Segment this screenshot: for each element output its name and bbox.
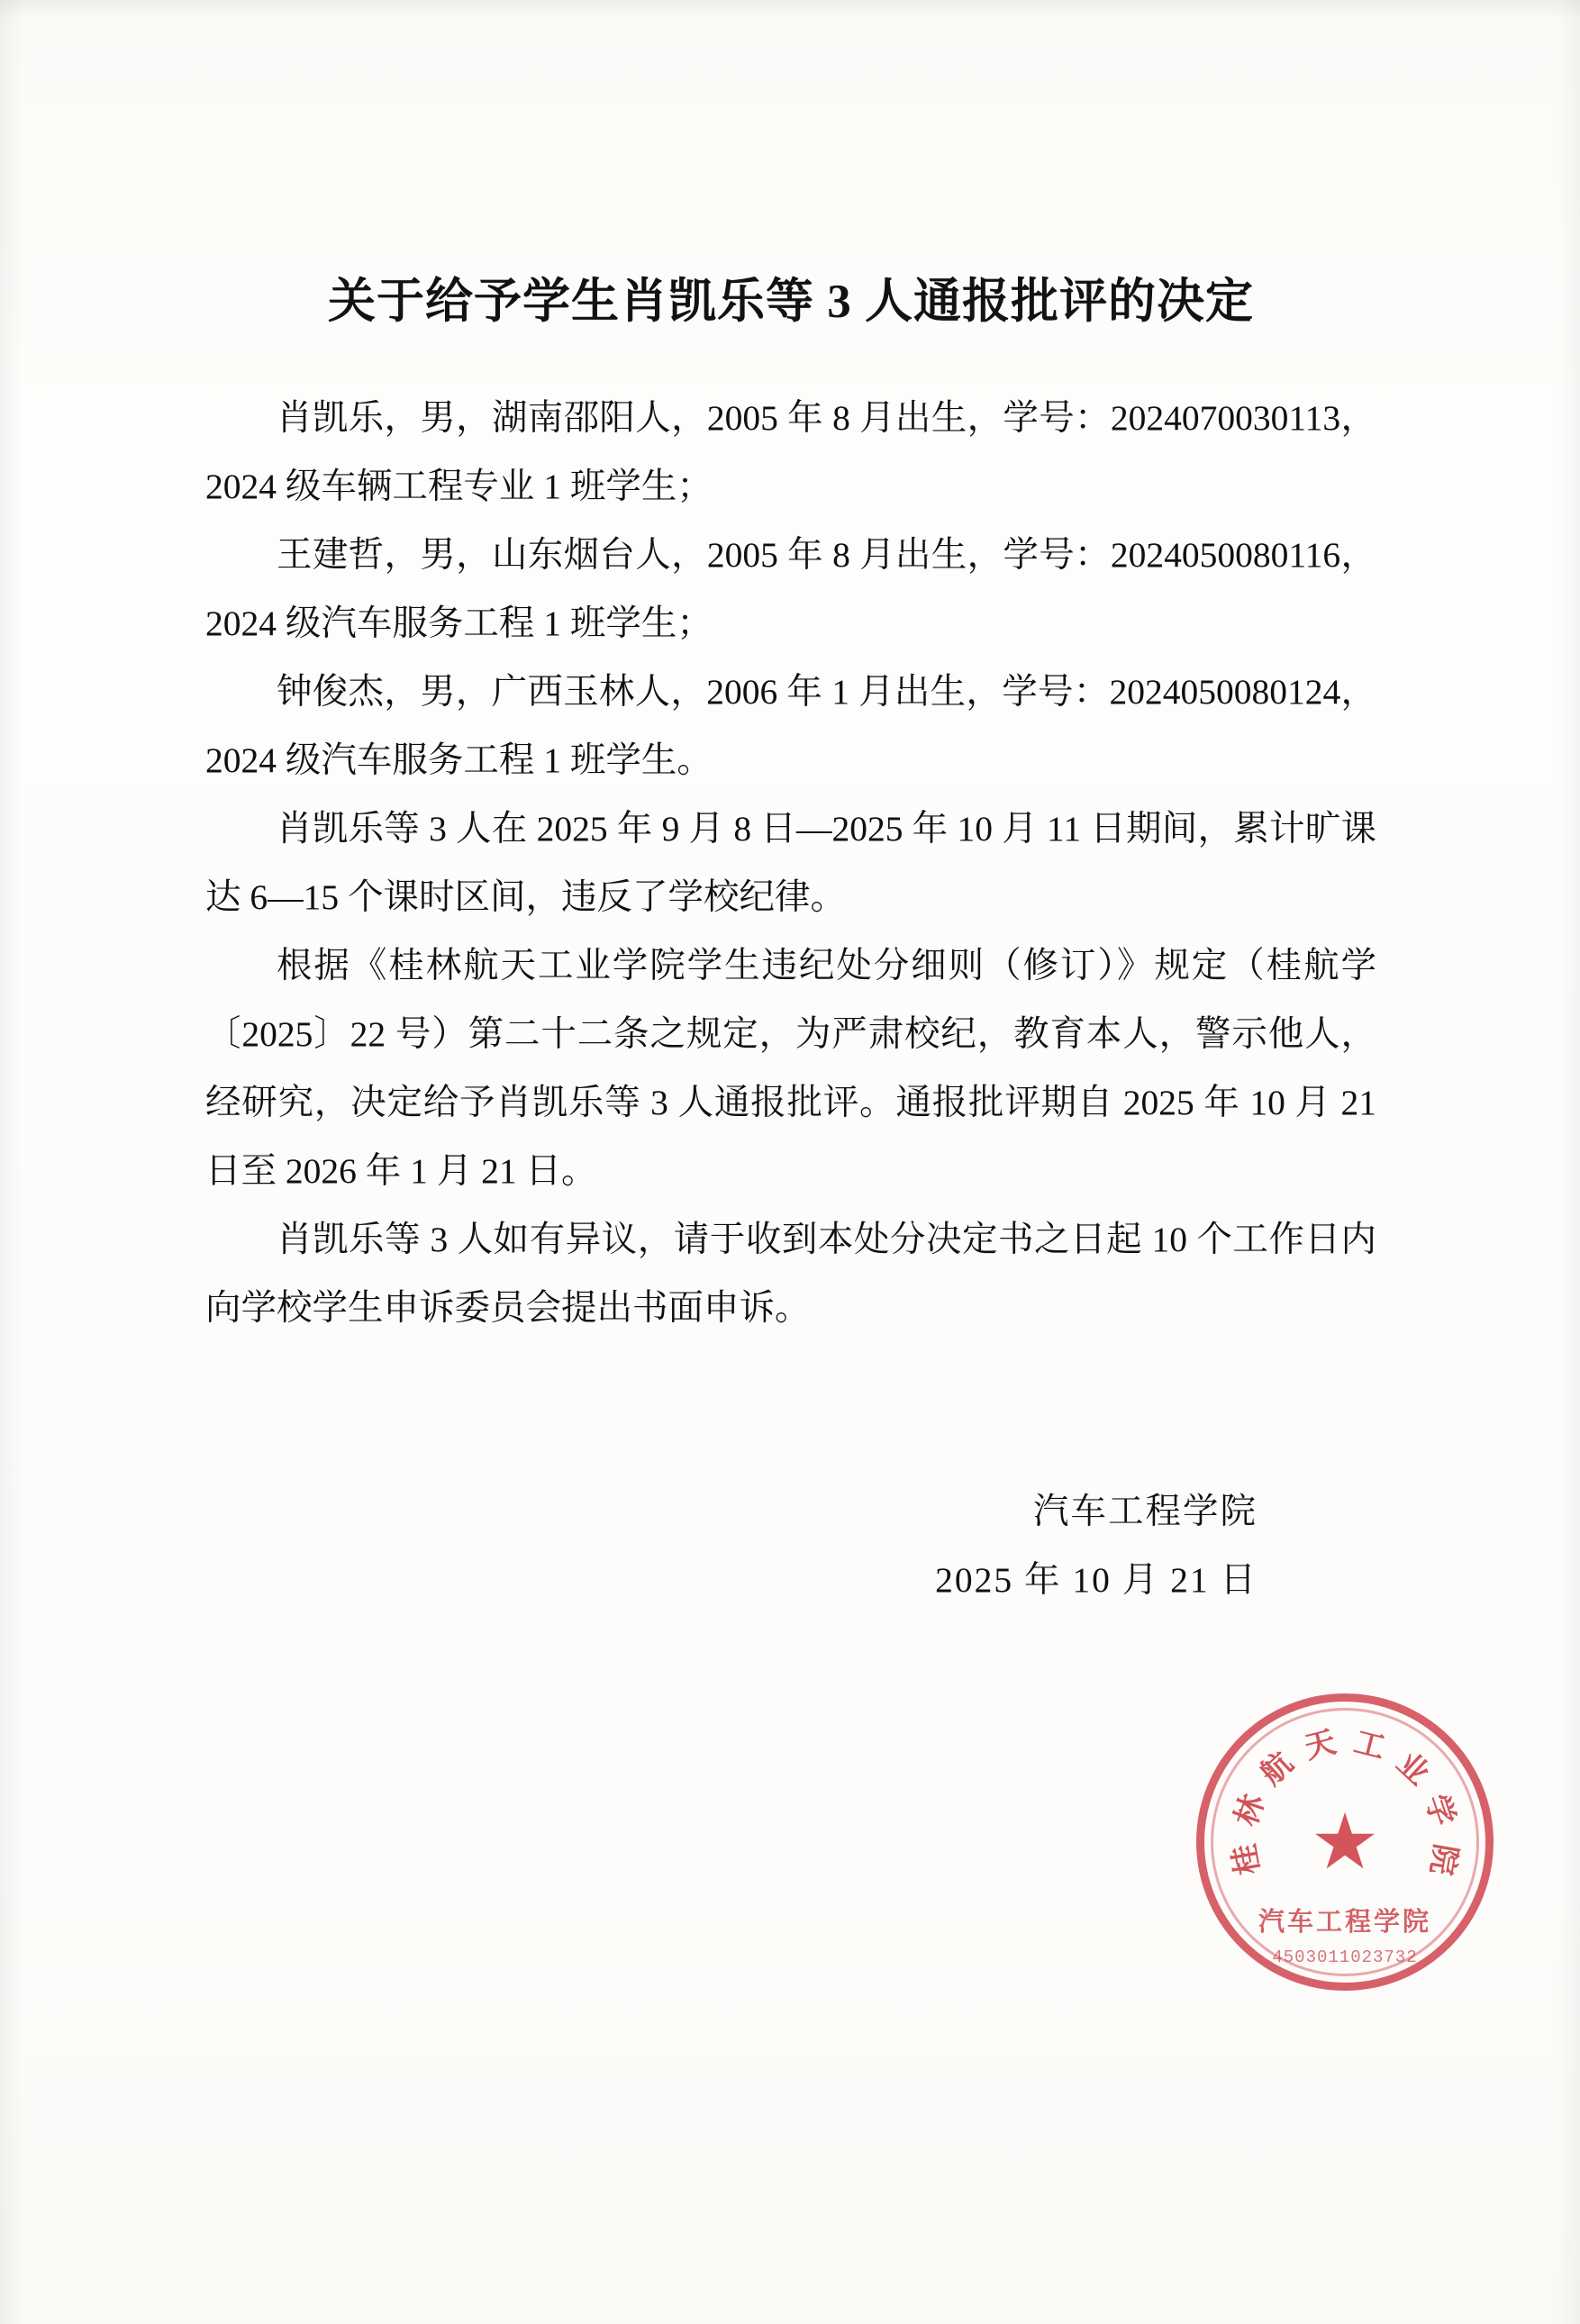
- seal-star-icon: ★: [1310, 1799, 1380, 1885]
- signature-date: 2025 年 10 月 21 日: [935, 1560, 1258, 1600]
- paragraph-regulation-basis: 根据《桂林航天工业学院学生违纪处分细则（修订）》规定（桂航学〔2025〕22 号）第二十二条之规定，为严肃校纪，教育本人，警示他人，经研究，决定给予肖凯乐等 3 人通报批评。通报批评期自 2025 年 10 月 21 日至 2026 年 1 月 21 日。: [205, 946, 1376, 1191]
- paragraph-student-3: 钟俊杰，男，广西玉林人，2006 年 1 月出生，学号：2024050080124，2024 级汽车服务工程 1 班学生。: [205, 672, 1376, 780]
- document-body: [205, 0, 1462, 2324]
- scan-shadow-left: [0, 0, 23, 2324]
- seal-arc-text: 桂 林 航 天 工 业 学 院: [1228, 1725, 1462, 1878]
- page-title: 关于给予学生肖凯乐等 3 人通报批评的决定: [328, 276, 1254, 328]
- paragraph-violation-facts: 肖凯乐等 3 人在 2025 年 9 月 8 日—2025 年 10 月 11 日期间，累计旷课达 6—15 个课时区间，违反了学校纪律。: [205, 809, 1376, 917]
- signature-block: [205, 1477, 1376, 1614]
- scan-shadow-right: [1557, 0, 1580, 2324]
- paragraph-appeal-notice: 肖凯乐等 3 人如有异议，请于收到本处分决定书之日起 10 个工作日内向学校学生申诉委员会提出书面申诉。: [205, 1220, 1376, 1328]
- paragraph-student-2: 王建哲，男，山东烟台人，2005 年 8 月出生，学号：2024050080116，2024 级汽车服务工程 1 班学生；: [205, 535, 1376, 643]
- signature-organization: 汽车工程学院: [1033, 1492, 1258, 1531]
- paragraph-student-1: 肖凯乐，男，湖南邵阳人，2005 年 8 月出生，学号：2024070030113，2024 级车辆工程专业 1 班学生；: [205, 398, 1376, 506]
- document-paragraphs: [205, 384, 1376, 1342]
- seal-bottom-text: 汽车工程学院: [1258, 1908, 1431, 1937]
- seal-code: 4503011023732: [1272, 1947, 1418, 1967]
